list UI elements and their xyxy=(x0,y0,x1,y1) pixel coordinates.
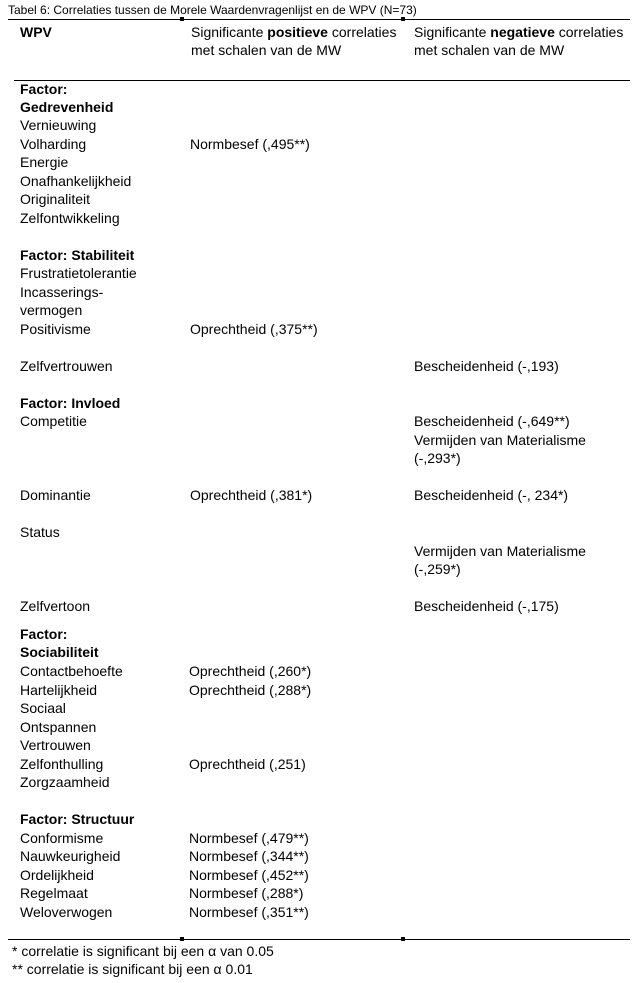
scale-label: Vertrouwen xyxy=(20,737,91,753)
scale-label: Volharding xyxy=(20,136,87,152)
negative-correlation: Bescheidenheid (-,175) xyxy=(414,598,559,614)
positive-correlation: Oprechtheid (,375**) xyxy=(190,321,318,337)
scale-label: vermogen xyxy=(20,302,83,318)
factor-heading: Factor: xyxy=(20,626,68,642)
scale-label: Originaliteit xyxy=(20,191,91,207)
negative-correlation: (-,259*) xyxy=(414,561,461,577)
scale-label: Onafhankelijkheid xyxy=(20,173,132,189)
column-tick xyxy=(180,17,184,21)
scale-label: Competitie xyxy=(20,413,87,429)
positive-correlation: Normbesef (,288*) xyxy=(189,885,304,901)
header-rule xyxy=(14,80,630,81)
scale-label: Zorgzaamheid xyxy=(20,774,110,790)
scale-label: Status xyxy=(20,524,60,540)
negative-correlation: Vermijden van Materialisme xyxy=(414,432,586,448)
negative-correlation: Bescheidenheid (-, 234*) xyxy=(414,487,569,503)
scale-label: Weloverwogen xyxy=(20,904,113,920)
factor-heading: Factor: Structuur xyxy=(20,811,135,827)
header-negative xyxy=(414,23,629,59)
header-positive-bold: positieve xyxy=(267,24,328,40)
scale-label: Zelfontwikkeling xyxy=(20,210,120,226)
scale-label: Dominantie xyxy=(20,487,91,503)
scale-label: Incasserings- xyxy=(20,284,104,300)
factor-heading: Factor: xyxy=(20,81,68,97)
scale-label: Contactbehoefte xyxy=(20,663,123,679)
header-negative-bold: negatieve xyxy=(490,24,555,40)
scale-label: Regelmaat xyxy=(20,885,88,901)
header-negative-text-2: correlaties met schalen van de MW xyxy=(414,24,624,58)
header-negative-text: Significante xyxy=(414,24,491,40)
column-tick xyxy=(401,17,405,21)
positive-correlation: Normbesef (,495**) xyxy=(190,136,310,152)
scale-label: Zelfonthulling xyxy=(20,756,104,772)
positive-correlation: Oprechtheid (,260*) xyxy=(189,663,312,679)
header-wpv: WPV xyxy=(20,24,52,40)
scale-label: Zelfvertoon xyxy=(20,598,91,614)
positive-correlation: Normbesef (,479**) xyxy=(189,830,309,846)
scale-label: Vernieuwing xyxy=(20,117,97,133)
table-caption: Tabel 6: Correlaties tussen de Morele Waardenvragenlijst en de WPV (N=73) xyxy=(8,3,417,17)
scale-label: Hartelijkheid xyxy=(20,682,98,698)
positive-correlation: Oprechtheid (,381*) xyxy=(190,487,313,503)
negative-correlation: Bescheidenheid (-,193) xyxy=(414,358,559,374)
header-positive-text: Significante xyxy=(191,24,268,40)
scale-label: Positivisme xyxy=(20,321,91,337)
scale-label: Ontspannen xyxy=(20,719,97,735)
column-tick xyxy=(180,937,184,941)
positive-correlation: Normbesef (,351**) xyxy=(189,904,309,920)
factor-heading: Gedrevenheid xyxy=(20,99,114,115)
scale-label: Frustratietolerantie xyxy=(20,265,137,281)
factor-heading: Sociabiliteit xyxy=(20,644,99,660)
scale-label: Energie xyxy=(20,154,69,170)
scale-label: Nauwkeurigheid xyxy=(20,848,121,864)
positive-correlation: Oprechtheid (,288*) xyxy=(189,682,312,698)
negative-correlation: (-,293*) xyxy=(414,450,461,466)
scale-label: Sociaal xyxy=(20,700,66,716)
table-bottom-rule xyxy=(8,939,630,940)
scale-label: Ordelijkheid xyxy=(20,867,94,883)
column-tick xyxy=(401,937,405,941)
scale-label: Conformisme xyxy=(20,830,104,846)
header-positive xyxy=(191,23,401,59)
negative-correlation: Vermijden van Materialisme xyxy=(414,543,586,559)
negative-correlation: Bescheidenheid (-,649**) xyxy=(414,413,570,429)
factor-heading: Factor: Stabiliteit xyxy=(20,247,135,263)
positive-correlation: Oprechtheid (,251) xyxy=(189,756,306,772)
footnote: ** correlatie is significant bij een α 0.01 xyxy=(12,961,253,977)
factor-heading: Factor: Invloed xyxy=(20,395,121,411)
positive-correlation: Normbesef (,344**) xyxy=(189,848,309,864)
scale-label: Zelfvertrouwen xyxy=(20,358,113,374)
positive-correlation: Normbesef (,452**) xyxy=(189,867,309,883)
table-top-rule xyxy=(8,19,630,20)
header-positive-text-2: correlaties met schalen van de MW xyxy=(191,24,397,58)
footnote: * correlatie is significant bij een α van 0.05 xyxy=(12,943,274,959)
